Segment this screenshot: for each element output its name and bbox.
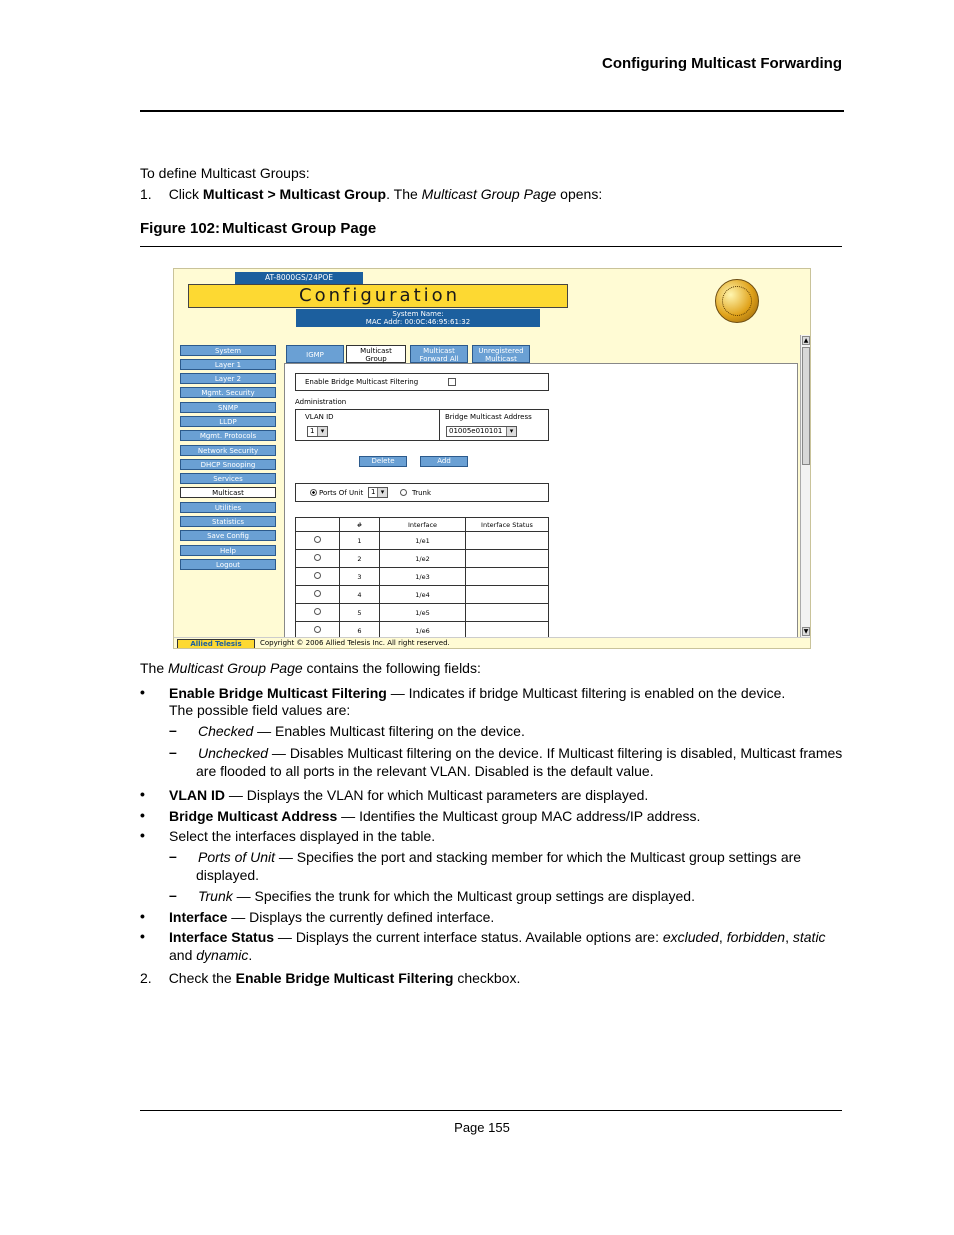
bullet-icon: •: [140, 928, 145, 944]
bullet-icon: •: [140, 684, 145, 700]
vlan-id-select[interactable]: 1 ▾: [307, 426, 328, 437]
row-status: [466, 550, 549, 568]
bridge-multicast-address-select[interactable]: 01005e010101 ▾: [446, 426, 517, 437]
tab-label: Group: [365, 355, 387, 363]
tab-label: IGMP: [306, 351, 324, 359]
field-desc: — Displays the current interface status. Available options are:: [274, 929, 663, 945]
value-unchecked-cont: are flooded to all ports in the relevant VLAN. Disabled is the default value.: [196, 763, 654, 779]
table-row: [296, 586, 549, 604]
value-desc: — Specifies the port and stacking member for which the Multicast group settings are: [275, 849, 802, 865]
field-desc: — Displays the VLAN for which Multicast parameters are displayed.: [225, 787, 649, 803]
field-desc: and: [169, 947, 197, 963]
table-header-row: [296, 518, 549, 532]
row-status: [466, 604, 549, 622]
page-number: Page 155: [454, 1120, 510, 1135]
admin-divider: [439, 410, 440, 440]
step-text: Click: [168, 186, 203, 202]
bullet-icon: •: [140, 786, 145, 802]
figure-title: Multicast Group Page: [222, 220, 377, 237]
bridge-multicast-address-label: Bridge Multicast Address: [445, 413, 532, 421]
table-row: [296, 532, 549, 550]
field-desc: — Indicates if bridge Multicast filtering is enabled on the device.: [386, 685, 786, 701]
tab-label: Multicast: [360, 347, 392, 355]
field-interface: [169, 909, 494, 925]
multicast-group-screenshot: [173, 268, 811, 649]
step-text: . The: [386, 186, 422, 202]
row-radio[interactable]: [314, 608, 321, 615]
column-header: #: [340, 518, 380, 532]
row-interface: 1/e3: [380, 568, 466, 586]
step-2: [140, 970, 520, 986]
row-number: 4: [340, 586, 380, 604]
nav-utilities[interactable]: Utilities: [180, 502, 276, 513]
body-text: The: [140, 660, 169, 676]
nav-statistics[interactable]: Statistics: [180, 516, 276, 527]
interface-table: [295, 517, 549, 640]
administration-box: [295, 409, 549, 441]
nav-multicast[interactable]: Multicast: [180, 487, 276, 498]
trunk-label: Trunk: [412, 489, 432, 497]
enable-filter-checkbox[interactable]: [448, 378, 456, 386]
dash-icon: –: [169, 722, 177, 738]
field-enable-filter: [169, 685, 785, 701]
tab-label: Multicast: [485, 355, 517, 363]
field-term: Bridge Multicast Address: [169, 808, 338, 824]
field-select-interfaces: Select the interfaces displayed in the table.: [169, 828, 436, 844]
row-radio[interactable]: [314, 536, 321, 543]
nav-lldp[interactable]: LLDP: [180, 416, 276, 427]
field-term: Enable Bridge Multicast Filtering: [235, 970, 454, 986]
figure-caption: [140, 220, 376, 237]
tab-label: Forward All: [419, 355, 459, 363]
intro-text: To define Multicast Groups:: [140, 165, 310, 181]
bullet-icon: •: [140, 827, 145, 843]
unit-select[interactable]: 1 ▾: [368, 487, 388, 498]
row-interface: 1/e4: [380, 586, 466, 604]
row-status: [466, 568, 549, 586]
field-term: Interface: [169, 909, 228, 925]
row-radio[interactable]: [314, 572, 321, 579]
running-header: Configuring Multicast Forwarding: [602, 55, 842, 72]
step-text: opens:: [556, 186, 603, 202]
row-radio[interactable]: [314, 554, 321, 561]
field-interface-status: [169, 929, 826, 945]
nav-network-security[interactable]: Network Security: [180, 445, 276, 456]
table-row: [296, 568, 549, 586]
figure-label: Figure 102:: [140, 220, 221, 237]
nav-layer-1[interactable]: Layer 1: [180, 359, 276, 370]
administration-label: Administration: [295, 398, 347, 406]
value-ports-of-unit: [198, 849, 801, 865]
system-name: System Name:: [392, 310, 444, 318]
column-header: [296, 518, 340, 532]
nav-layer-2[interactable]: Layer 2: [180, 373, 276, 384]
bullet-icon: •: [140, 908, 145, 924]
value-term: Unchecked: [198, 745, 269, 761]
scroll-up-icon[interactable]: ▲: [803, 337, 809, 344]
option-value: static: [792, 929, 826, 945]
tab-unregistered-multicast[interactable]: [472, 345, 530, 363]
tab-label: Multicast: [423, 347, 455, 355]
value-checked: [198, 723, 525, 739]
scroll-down-icon[interactable]: ▼: [803, 628, 809, 635]
row-interface: 1/e6: [380, 622, 466, 640]
tab-igmp[interactable]: [286, 345, 344, 363]
device-tab: AT-8000GS/24POE: [235, 272, 363, 284]
table-row: [296, 604, 549, 622]
value-trunk: [198, 888, 695, 904]
separator: ,: [785, 929, 793, 945]
system-info: [296, 309, 540, 327]
row-status: [466, 532, 549, 550]
ports-of-unit-label: Ports Of Unit: [319, 489, 364, 497]
nav-services[interactable]: Services: [180, 473, 276, 484]
value-ports-of-unit-cont: displayed.: [196, 867, 260, 883]
nav-mgmt-security[interactable]: Mgmt. Security: [180, 387, 276, 398]
option-value: excluded: [662, 929, 719, 945]
value-term: Ports of Unit: [198, 849, 276, 865]
dash-icon: –: [169, 887, 177, 903]
nav-mgmt-protocols[interactable]: Mgmt. Protocols: [180, 430, 276, 441]
row-number: 6: [340, 622, 380, 640]
field-interface-status-cont: [169, 947, 252, 963]
field-bridge-multicast-address: [169, 808, 700, 824]
value-desc: — Specifies the trunk for which the Multicast group settings are displayed.: [232, 888, 695, 904]
row-interface: 1/e5: [380, 604, 466, 622]
nav-logout[interactable]: Logout: [180, 559, 276, 570]
value-term: Checked: [198, 723, 254, 739]
tab-multicast-forward-all[interactable]: [410, 345, 468, 363]
field-enable-filter-cont: The possible field values are:: [169, 702, 351, 718]
dash-icon: –: [169, 744, 177, 760]
nav-snmp[interactable]: SNMP: [180, 402, 276, 413]
field-desc: — Displays the currently defined interface.: [227, 909, 495, 925]
menu-path: Multicast > Multicast Group: [202, 186, 387, 202]
mac-address: MAC Addr: 00:0C:46:95:61:32: [365, 318, 471, 326]
step-text: Check the: [168, 970, 236, 986]
delete-button[interactable]: Delete: [359, 456, 407, 467]
column-header: Interface: [380, 518, 466, 532]
nav-help[interactable]: Help: [180, 545, 276, 556]
separator: ,: [718, 929, 727, 945]
table-row: [296, 550, 549, 568]
enable-filter-box: [295, 373, 549, 391]
step-number: 2.: [140, 970, 152, 986]
footer-rule: [140, 1110, 842, 1111]
scroll-thumb[interactable]: [802, 347, 810, 465]
page-name: Multicast Group Page: [421, 186, 557, 202]
field-term: Enable Bridge Multicast Filtering: [169, 685, 387, 701]
body-text: contains the following fields:: [302, 660, 481, 676]
row-interface: 1/e1: [380, 532, 466, 550]
nav-dhcp-snooping[interactable]: DHCP Snooping: [180, 459, 276, 470]
vertical-scrollbar[interactable]: [800, 335, 811, 637]
contains-text: [140, 660, 481, 676]
step-number: 1.: [140, 186, 152, 202]
row-number: 1: [340, 532, 380, 550]
allied-telesis-logo: Allied Telesis: [177, 639, 255, 649]
figure-rule: [140, 246, 842, 247]
globe-logo-icon: [715, 279, 759, 323]
page-name: Multicast Group Page: [168, 660, 303, 676]
nav-save-config[interactable]: Save Config: [180, 530, 276, 541]
separator: .: [248, 947, 253, 963]
copyright-text: Copyright © 2006 Allied Telesis Inc. All right reserved.: [260, 639, 450, 647]
add-button[interactable]: Add: [420, 456, 468, 467]
tab-label: Unregistered: [478, 347, 524, 355]
row-radio[interactable]: [314, 590, 321, 597]
enable-filter-label: Enable Bridge Multicast Filtering: [305, 378, 419, 386]
row-radio[interactable]: [314, 626, 321, 633]
vlan-id-label: VLAN ID: [305, 413, 334, 421]
bullet-icon: •: [140, 807, 145, 823]
header-rule: [140, 110, 844, 112]
row-number: 3: [340, 568, 380, 586]
interface-type-box: [295, 483, 549, 502]
value-term: Trunk: [198, 888, 233, 904]
column-header: Interface Status: [466, 518, 549, 532]
trunk-radio[interactable]: [400, 489, 407, 496]
screenshot-footer: [174, 637, 811, 649]
row-interface: 1/e2: [380, 550, 466, 568]
nav-system[interactable]: System: [180, 345, 276, 356]
field-term: VLAN ID: [169, 787, 225, 803]
row-number: 5: [340, 604, 380, 622]
step-text: checkbox.: [453, 970, 521, 986]
row-status: [466, 586, 549, 604]
step-1: [140, 186, 602, 202]
dash-icon: –: [169, 848, 177, 864]
configuration-banner: Configuration: [188, 284, 568, 308]
field-term: Interface Status: [169, 929, 275, 945]
value-desc: — Enables Multicast filtering on the device.: [253, 723, 525, 739]
row-number: 2: [340, 550, 380, 568]
option-value: forbidden: [726, 929, 786, 945]
field-desc: — Identifies the Multicast group MAC address/IP address.: [337, 808, 701, 824]
option-value: dynamic: [196, 947, 249, 963]
field-vlan-id: [169, 787, 648, 803]
ports-of-unit-radio[interactable]: [310, 489, 317, 496]
value-unchecked: [198, 745, 842, 761]
tab-multicast-group[interactable]: [346, 345, 406, 363]
value-desc: — Disables Multicast filtering on the device. If Multicast filtering is disabled, Multicast frames: [268, 745, 843, 761]
